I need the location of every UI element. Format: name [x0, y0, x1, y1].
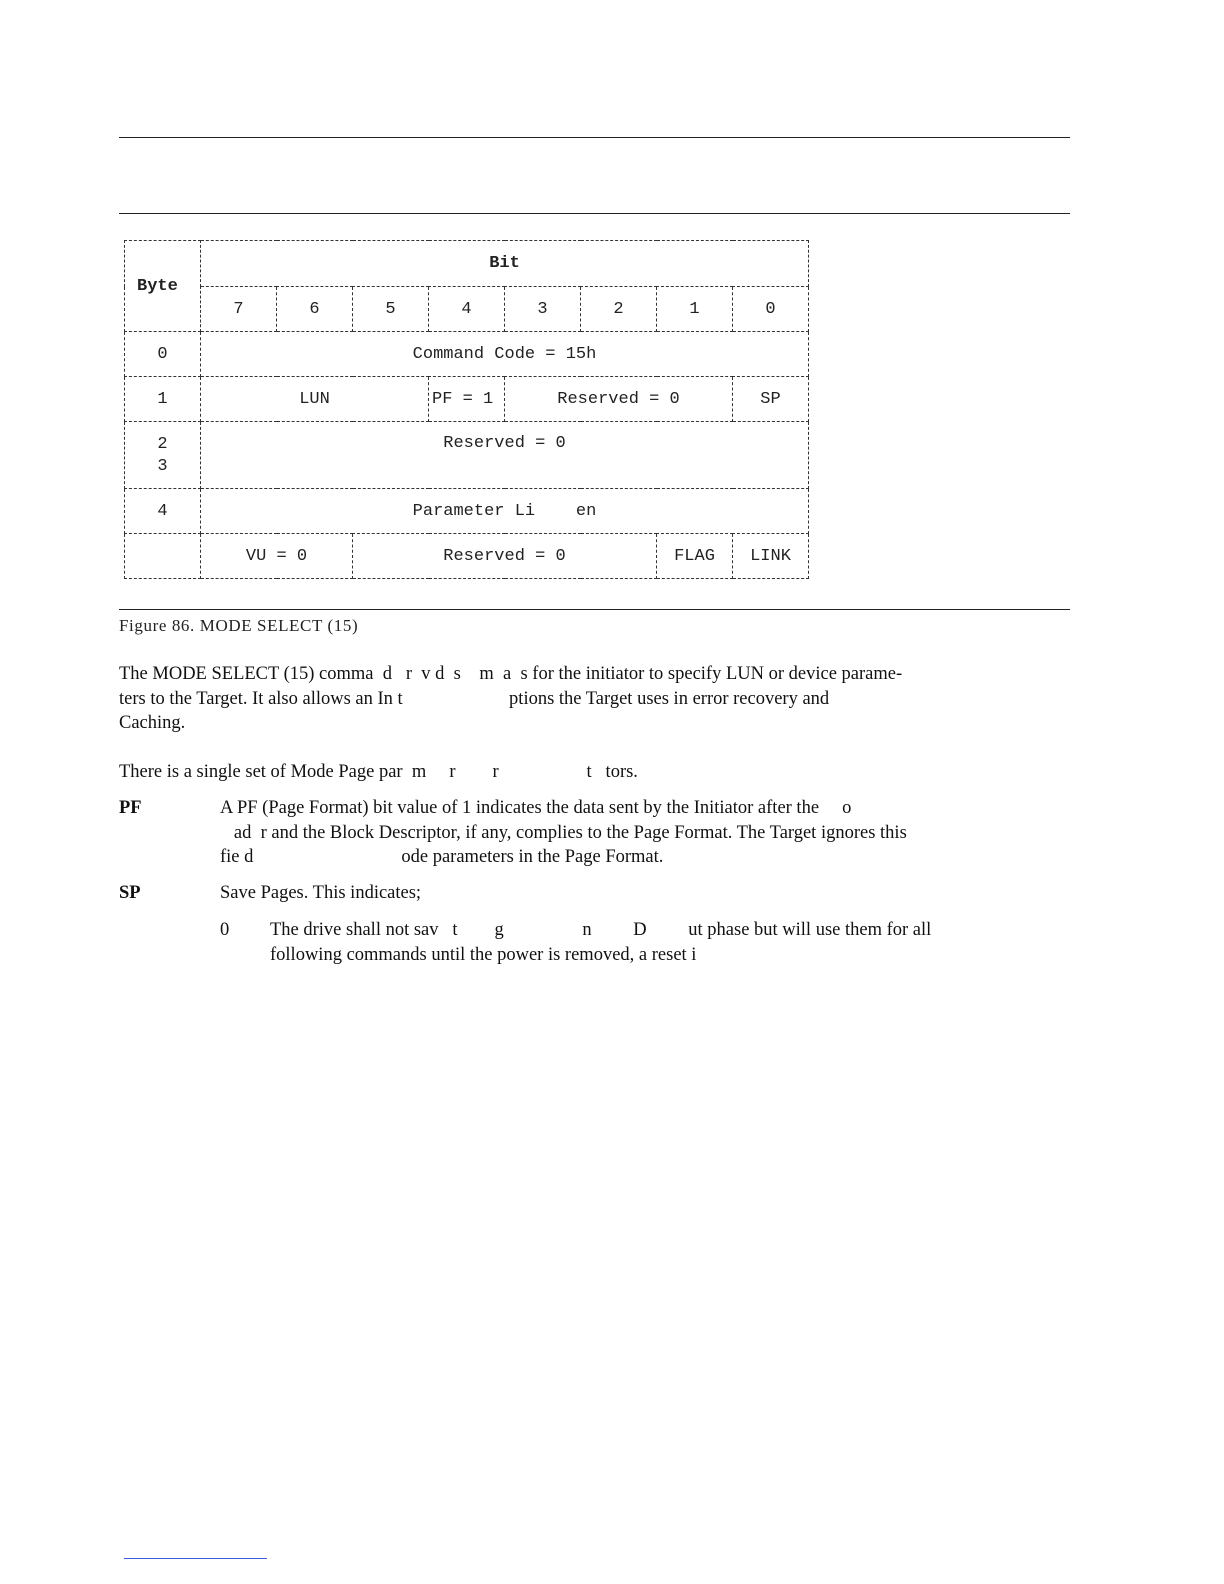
pf-field: PF = 1 [429, 377, 505, 422]
bit-header-row [125, 241, 809, 287]
header-rule-top [119, 137, 1070, 138]
lun-field: LUN [201, 377, 429, 422]
link-field: LINK [733, 534, 809, 579]
paragraph-line: The MODE SELECT (15) comma d r v d s m a s for the initiator to specify LUN or device parame- [119, 664, 903, 684]
paragraph-line: Caching. [119, 713, 186, 733]
byte-number: 4 [125, 489, 201, 534]
sp-field: SP [733, 377, 809, 422]
reserved-field: Reserved = 0 [353, 534, 657, 579]
mode-page-paragraph [119, 760, 1064, 785]
byte-number: 1 [125, 377, 201, 422]
bit-number-row [125, 287, 809, 332]
caption-rule [119, 609, 1070, 610]
byte-number [125, 534, 201, 579]
vu-field: VU = 0 [201, 534, 353, 579]
command-code-field: Command Code = 15h [201, 332, 809, 377]
byte-row-2-3 [125, 422, 809, 489]
reserved-field: Reserved = 0 [505, 377, 733, 422]
description-line: fie d ode parameters in the Page Format. [220, 847, 664, 867]
reserved-field: Reserved = 0 [201, 422, 809, 489]
paragraph-line: There is a single set of Mode Page par m r r t tors. [119, 762, 638, 782]
sp-term: SP [119, 883, 141, 903]
figure-caption: Figure 86. MODE SELECT (15) [119, 616, 359, 635]
bit-number: 2 [581, 287, 657, 332]
bit-number: 7 [201, 287, 277, 332]
byte-row-5 [125, 534, 809, 579]
bit-number: 4 [429, 287, 505, 332]
paragraph-line: ters to the Target. It also allows an In t ptions the Target uses in error recovery and [119, 688, 830, 709]
byte-number-stack: 2 3 [157, 435, 168, 476]
item-line: The drive shall not sav t g n D ut phase but will use them for all [270, 920, 932, 940]
sp-item-number: 0 [220, 920, 230, 940]
pf-term: PF [119, 798, 142, 818]
byte-row-1 [125, 377, 809, 422]
byte-number [125, 422, 201, 489]
item-line: following commands until the power is removed, a reset i [270, 944, 697, 965]
bit-number: 1 [657, 287, 733, 332]
parameter-list-length-field: Parameter Li en [201, 489, 809, 534]
bit-header: Bit [201, 241, 809, 287]
byte-row-4 [125, 489, 809, 534]
pf-description [220, 796, 1060, 870]
header-rule-bottom [119, 213, 1070, 214]
bit-number: 6 [277, 287, 353, 332]
bit-number: 3 [505, 287, 581, 332]
flag-field: FLAG [657, 534, 733, 579]
footer-rule [124, 1558, 267, 1559]
description-line: A PF (Page Format) bit value of 1 indicates the data sent by the Initiator after the o [220, 798, 852, 818]
intro-paragraph [119, 662, 1064, 736]
sp-item-text [270, 918, 1062, 967]
sp-description: Save Pages. This indicates; [220, 883, 422, 903]
byte-header: Byte [125, 241, 201, 332]
bit-number: 0 [733, 287, 809, 332]
byte-row-0 [125, 332, 809, 377]
byte-number: 0 [125, 332, 201, 377]
bit-number: 5 [353, 287, 429, 332]
description-line: ad r and the Block Descriptor, if any, complies to the Page Format. The Target ignores this [220, 822, 907, 843]
mode-select-cdb-table [124, 240, 809, 579]
